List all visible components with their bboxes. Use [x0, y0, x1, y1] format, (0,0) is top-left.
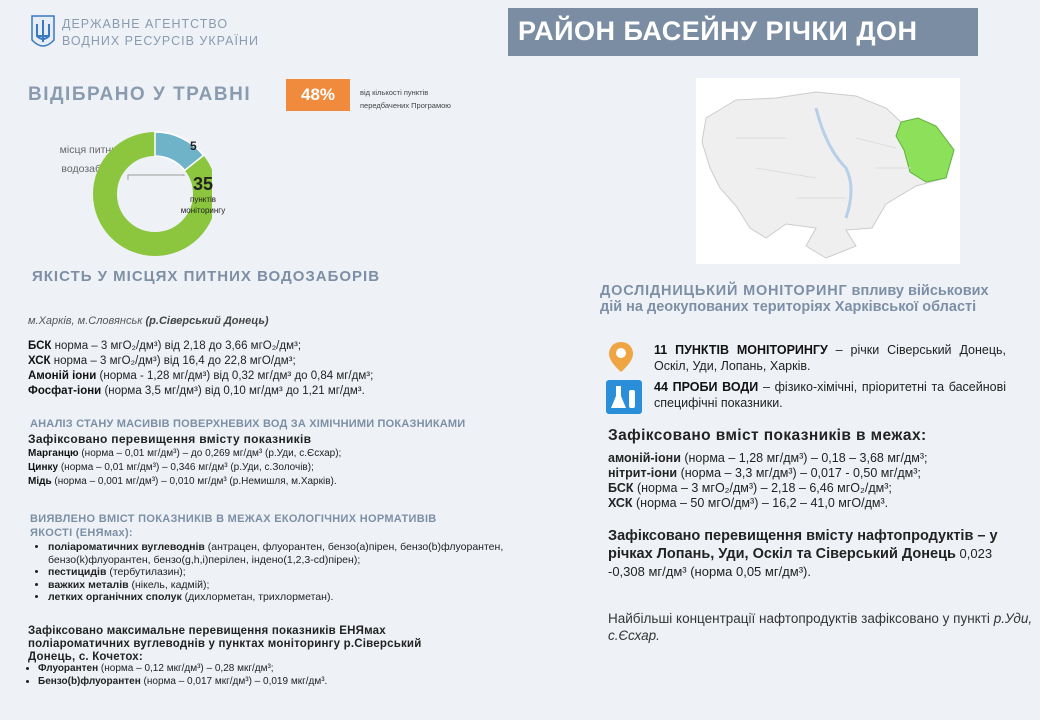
page-title: РАЙОН БАСЕЙНУ РІЧКИ ДОН: [518, 16, 918, 46]
max-exceed-title: Зафіксовано максимальне перевищення показників ЕНЯмах поліароматичних вуглеводнів у пунктах моніторингу р.Сіверський Донець, с. Кочетох:: [28, 625, 422, 663]
donut-drinking-label: місця питних водозаборів: [59, 144, 123, 175]
quality-row: БСК норма – 3 мгО₂/дм³) від 2,18 до 3,66 мгО₂/дм³;: [28, 340, 302, 352]
list-item: • Флуорантен (норма – 0,12 мкг/дм³) – 0,28 мкг/дм³;: [38, 663, 496, 676]
list-item: • поліароматичних вуглеводнів (антрацен, флуорантен, бензо(а)пірен, бензо(b)флуорантен, бензо(k)флуорантен, бензо(g,h,i)перілен, індено(1,2,3-cd)пірен);: [48, 541, 546, 566]
analysis-title: АНАЛІЗ СТАНУ МАСИВІВ ПОВЕРХНЕВИХ ВОД ЗА ХІМІЧНИМИ ПОКАЗНИКАМИ: [30, 418, 466, 430]
quality-row: Амоній іони (норма - 1,28 мг/дм³) від 0,32 мг/дм³ до 0,84 мг/дм³;: [28, 370, 374, 382]
list-item: • важких металів (нікель, кадмій);: [48, 579, 546, 592]
limits-title: Зафіксовано вміст показників в межах:: [608, 427, 927, 444]
agency-name: ДЕРЖАВНЕ АГЕНТСТВО ВОДНИХ РЕСУРСІВ УКРАЇНИ: [62, 17, 259, 48]
limits-row: нітрит-іони (норма – 3,3 мг/дм³) – 0,017 - 0,50 мг/дм³;: [608, 466, 921, 480]
research-samples: 44 ПРОБИ ВОДИ – фізико-хімічні, пріоритетні та басейнові специфічні показники.: [654, 380, 1006, 410]
analysis-row: Марганцю (норма – 0,01 мг/дм³) – до 0,269 мг/дм³ (р.Уди, с.Єсхар);: [28, 448, 342, 459]
analysis-subtitle: Зафіксовано перевищення вмісту показників: [28, 432, 312, 446]
limits-row: БСК (норма – 3 мгО₂/дм³) – 2,18 – 6,46 мгО₂/дм³;: [608, 481, 892, 495]
research-points: 11 ПУНКТІВ МОНІТОРИНГУ – річки Сіверський Донець, Оскіл, Уди, Лопань, Харків.: [654, 343, 1006, 373]
limits-row: амоній-іони (норма – 1,28 мг/дм³) – 0,18 – 3,68 мг/дм³;: [608, 451, 928, 465]
drinking-count: 5: [190, 139, 197, 153]
list-item: • пестицидів (тербутилазин);: [48, 566, 546, 579]
percent-note: від кількості пунктів передбачених Програмою: [360, 88, 451, 110]
list-item: • Бензо(b)флуорантен (норма – 0,017 мкг/дм³) – 0,019 мкг/дм³.: [38, 676, 496, 689]
quality-title: ЯКІСТЬ У МІСЦЯХ ПИТНИХ ВОДОЗАБОРІВ: [32, 268, 381, 285]
oil-exceed: Зафіксовано перевищення вмісту нафтопродуктів – у річках Лопань, Уди, Оскіл та Сіверський Донець 0,023 -0,308 мг/дм³ (норма 0,05 мг/дм³).: [608, 528, 998, 579]
list-item: • летких органічних сполук (дихлорметан, трихлорметан).: [48, 591, 546, 604]
selected-title: ВІДІБРАНО У ТРАВНІ: [28, 84, 252, 105]
donut-center: 35 пунктів моніторингу: [158, 174, 248, 216]
coat-of-arms-icon: [28, 12, 58, 54]
max-exceed-list: [16, 663, 496, 688]
percent-badge: 48%: [286, 79, 350, 111]
analysis-row: Цинку (норма – 0,01 мг/дм³) – 0,346 мг/дм³ (р.Уди, с.Золочів);: [28, 462, 314, 473]
analysis-list: [28, 447, 498, 489]
eco-list: [26, 541, 546, 604]
research-title: ДОСЛІДНИЦЬКИЙ МОНІТОРИНГ впливу військових дій на деокупованих територіях Харківської області: [600, 283, 989, 315]
ukraine-map: [696, 78, 960, 264]
location-pin-icon: [606, 340, 636, 374]
limits-list: [608, 451, 1028, 511]
total-count: 35: [192, 174, 214, 194]
limits-row: ХСК (норма – 50 мгО/дм³) – 16,2 – 41,0 мгО/дм³.: [608, 496, 889, 510]
quality-location: м.Харків, м.Словянськ (р.Сіверський Донець): [28, 315, 269, 327]
quality-list: [28, 339, 488, 399]
eco-title: ВИЯВЛЕНО ВМІСТ ПОКАЗНИКІВ В МЕЖАХ ЕКОЛОГІЧНИХ НОРМАТИВІВ ЯКОСТІ (ЕНЯмах):: [30, 513, 437, 539]
quality-row: ХСК норма – 3 мгО₂/дм³) від 16,4 до 22,8 мгО/дм³;: [28, 355, 296, 367]
analysis-row: Мідь (норма – 0,001 мг/дм³) – 0,010 мг/дм³ (р.Немишля, м.Харків).: [28, 476, 337, 487]
lab-flask-icon: [606, 380, 642, 414]
quality-row: Фосфат-іони (норма 3,5 мг/дм³) від 0,10 мг/дм³ до 1,21 мг/дм³.: [28, 385, 365, 397]
oil-note: Найбільші концентрації нафтопродуктів зафіксовано у пункті р.Уди, с.Єсхар.: [608, 611, 1033, 643]
